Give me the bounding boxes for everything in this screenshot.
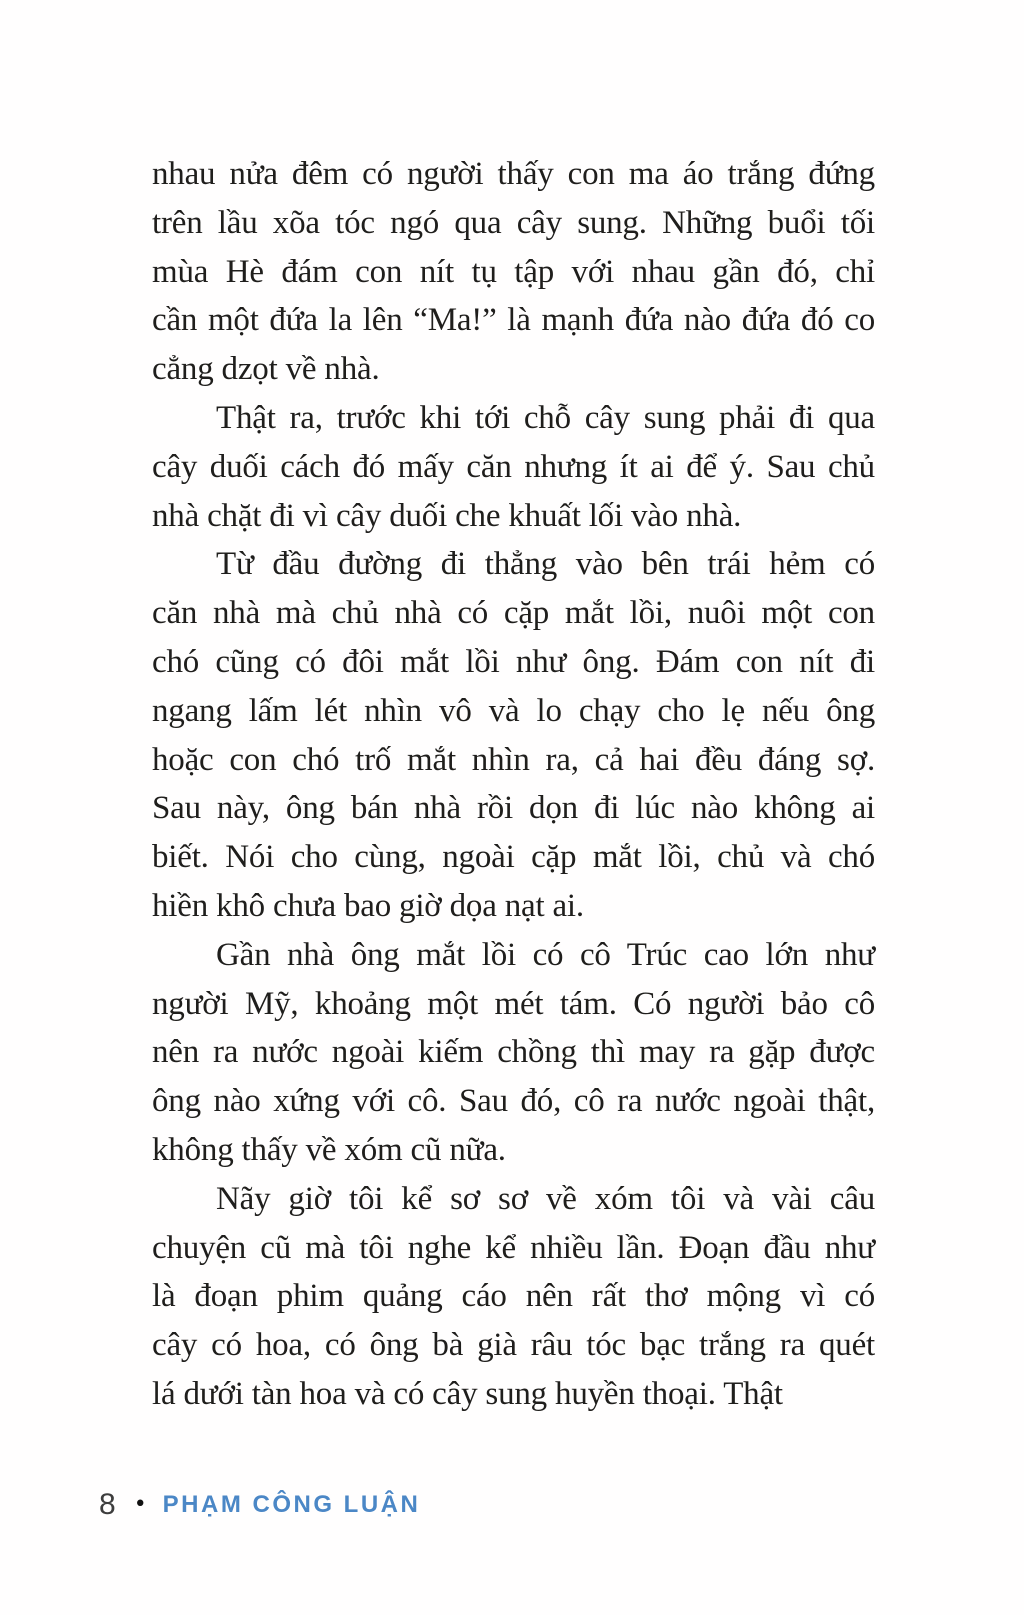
text-line: hoặc con chó trố mắt nhìn ra, cả hai đều đáng sợ. — [152, 741, 875, 778]
text-line: Từ đầu đường đi thẳng vào bên trái hẻm có — [216, 546, 875, 583]
text-line: cẳng dzọt về nhà. — [152, 351, 380, 388]
text-line: Gần nhà ông mắt lồi có cô Trúc cao lớn như — [216, 936, 875, 973]
text-line: cây có hoa, có ông bà già râu tóc bạc trắng ra quét — [152, 1327, 875, 1364]
text-line: nhau nửa đêm có người thấy con ma áo trắng đứng — [152, 156, 875, 192]
text-line: Nãy giờ tôi kể sơ sơ về xóm tôi và vài câu — [216, 1180, 875, 1217]
text-line: cần một đứa la lên “Ma!” là mạnh đứa nào đứa đó co — [152, 302, 875, 339]
text-line: căn nhà mà chủ nhà có cặp mắt lồi, nuôi một con — [152, 595, 875, 632]
text-line: nên ra nước ngoài kiếm chồng thì may ra gặp được — [152, 1034, 875, 1071]
author-name: PHẠM CÔNG LUẬN — [162, 1491, 421, 1518]
text-line: lá dưới tàn hoa và có cây sung huyền thoại. Thật — [152, 1375, 783, 1412]
text-line: ngang lấm lét nhìn vô và lo chạy cho lẹ nếu ông — [152, 692, 875, 729]
page-number: 8 — [99, 1488, 116, 1521]
text-line: nhà chặt đi vì cây duối che khuất lối vào nhà. — [152, 497, 742, 534]
text-line: người Mỹ, khoảng một mét tám. Có người bảo cô — [152, 985, 875, 1022]
text-line: Sau này, ông bán nhà rồi dọn đi lúc nào không ai — [152, 790, 875, 827]
text-line: hiền khô chưa bao giờ dọa nạt ai. — [152, 887, 584, 924]
text-line: chó cũng có đôi mắt lồi như ông. Đám con nít đi — [152, 643, 875, 680]
text-line: không thấy về xóm cũ nữa. — [152, 1131, 506, 1168]
bullet-separator-icon: • — [133, 1492, 147, 1517]
text-line: chuyện cũ mà tôi nghe kể nhiều lần. Đoạn đầu như — [152, 1229, 875, 1266]
text-line: mùa Hè đám con nít tụ tập với nhau gần đó, chỉ — [152, 253, 875, 290]
page-text — [152, 150, 875, 1419]
text-line: Thật ra, trước khi tới chỗ cây sung phải đi qua — [216, 399, 875, 436]
text-line: trên lầu xõa tóc ngó qua cây sung. Những buổi tối — [152, 204, 875, 241]
text-line: ông nào xứng với cô. Sau đó, cô ra nước ngoài thật, — [152, 1083, 875, 1120]
text-line: biết. Nói cho cùng, ngoài cặp mắt lồi, chủ và chó — [152, 839, 875, 876]
text-line: cây duối cách đó mấy căn nhưng ít ai để ý. Sau chủ — [152, 448, 875, 485]
page-footer — [99, 1488, 420, 1522]
text-line: là đoạn phim quảng cáo nên rất thơ mộng vì có — [152, 1278, 875, 1315]
